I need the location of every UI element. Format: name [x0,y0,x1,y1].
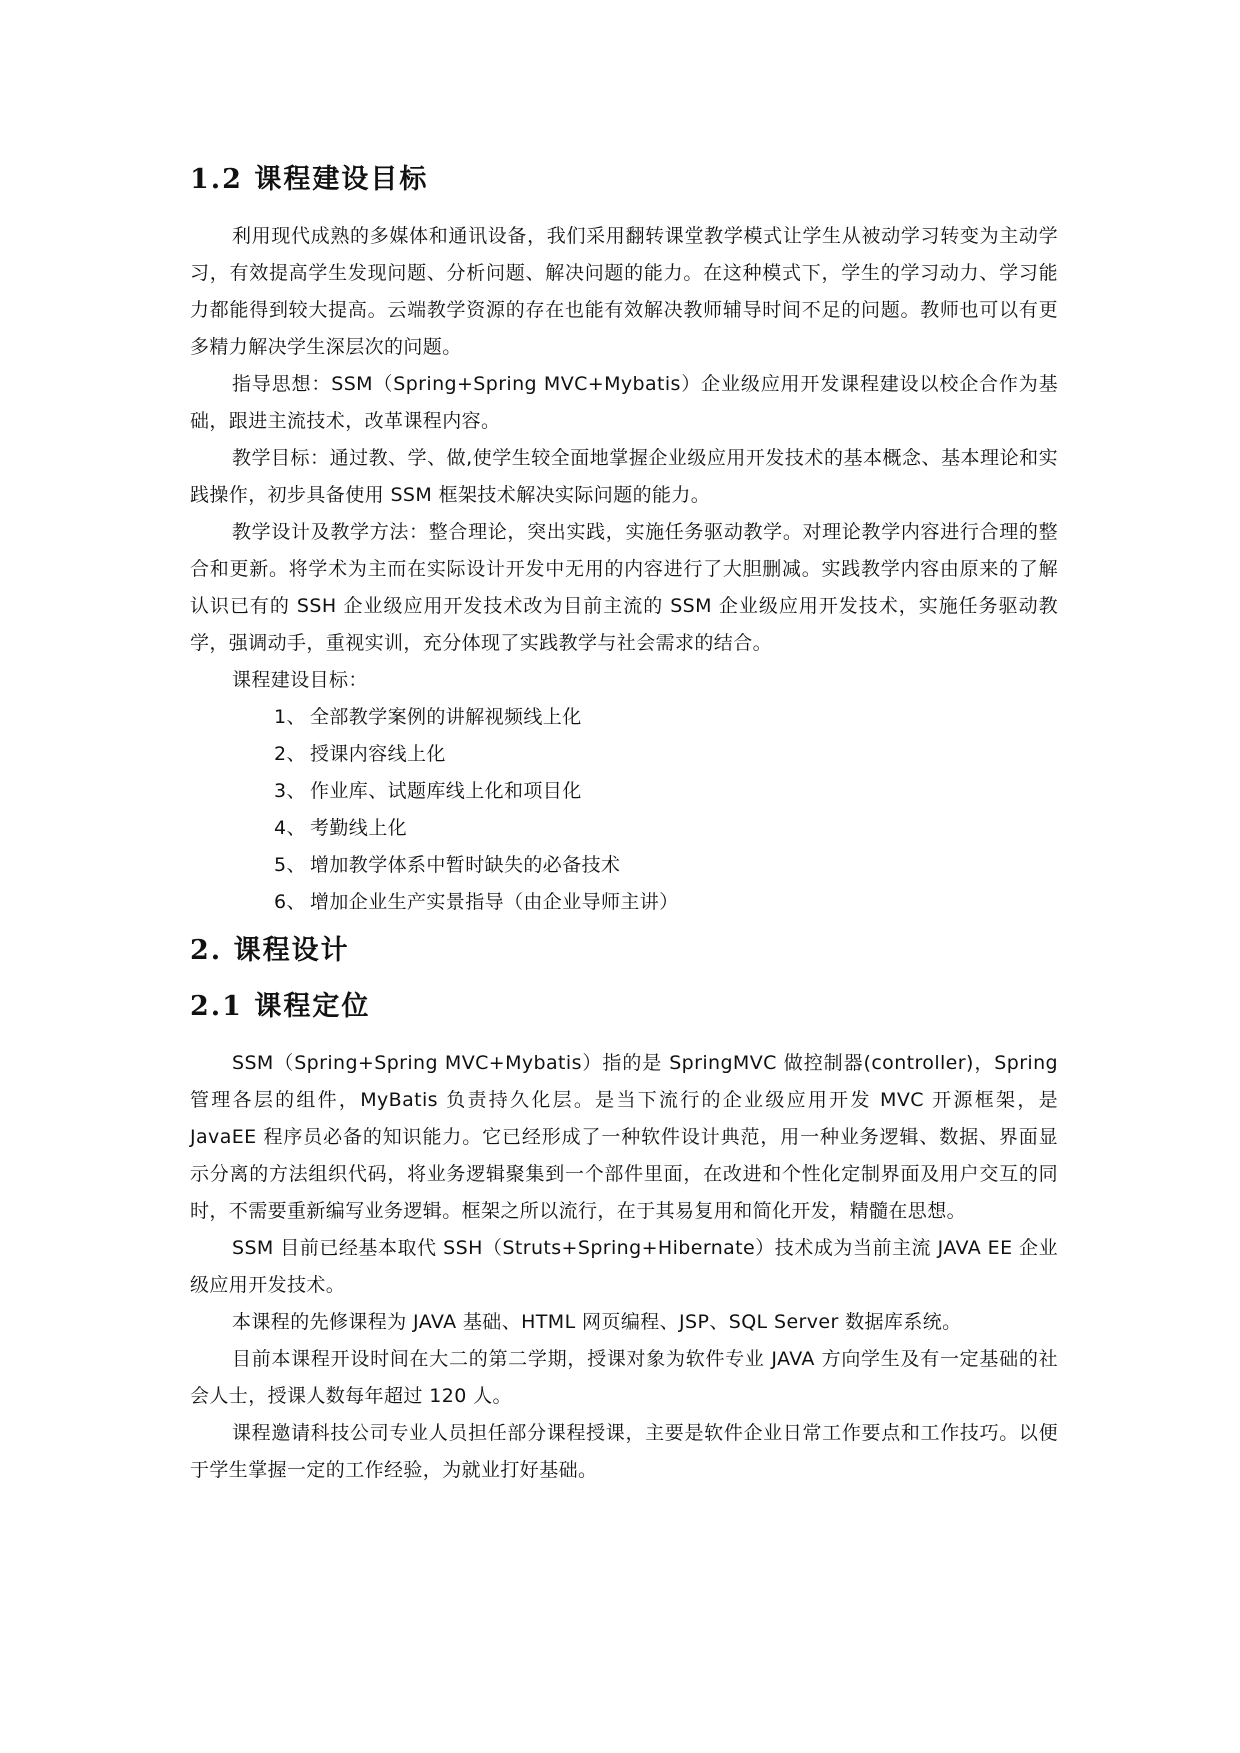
paragraph-prerequisites: 本课程的先修课程为 JAVA 基础、HTML 网页编程、JSP、SQL Server 数据库系统。 [232,1311,962,1333]
paragraph-teaching-design: 教学设计及教学方法：整合理论，突出实践，实施任务驱动教学。对理论教学内容进行合理的整合和更新。将学术为主而在实际设计开发中无用的内容进行了大胆删减。实践教学内容由原来的了解认识已有的 SSH 企业级应用开发技术改为目前主流的 SSM 企业级应用开发技术，实施任务驱动教学，强调动手，重视实训，充分体现了实践教学与社会需求的结合。 [190,521,1058,654]
paragraph-construction-goals-label: 课程建设目标： [232,669,368,691]
list-item: 5、 增加教学体系中暂时缺失的必备技术 [274,854,621,876]
paragraph-teaching-goal: 教学目标：通过教、学、做,使学生较全面地掌握企业级应用开发技术的基本概念、基本理论和实践操作，初步具备使用 SSM 框架技术解决实际问题的能力。 [190,447,1058,506]
document-page [190,158,1058,1489]
heading-1-2: 1.2 课程建设目标 [190,164,429,195]
paragraph-ssm-definition: SSM（Spring+Spring MVC+Mybatis）指的是 SpringMVC 做控制器(controller)，Spring 管理各层的组件，MyBatis 负责持久化层。是当下流行的企业级应用开发 MVC 开源框架，是 JavaEE 程序员必备的知识能力。它已经形成了一种软件设计典范，用一种业务逻辑、数据、界面显示分离的方法组织代码，将业务逻辑聚集到一个部件里面，在改进和个性化定制界面及用户交互的同时，不需要重新编写业务逻辑。框架之所以流行，在于其易复用和简化开发，精髓在思想。 [190,1052,1058,1222]
paragraph-intro: 利用现代成熟的多媒体和通讯设备，我们采用翻转课堂教学模式让学生从被动学习转变为主动学习，有效提高学生发现问题、分析问题、解决问题的能力。在这种模式下，学生的学习动力、学习能力都能得到较大提高。云端教学资源的存在也能有效解决教师辅导时间不足的问题。教师也可以有更多精力解决学生深层次的问题。 [190,225,1058,358]
paragraph-guiding-idea: 指导思想：SSM（Spring+Spring MVC+Mybatis）企业级应用开发课程建设以校企合作为基础，跟进主流技术，改革课程内容。 [190,373,1058,432]
paragraph-industry-teachers: 课程邀请科技公司专业人员担任部分课程授课，主要是软件企业日常工作要点和工作技巧。以便于学生掌握一定的工作经验，为就业打好基础。 [190,1422,1058,1481]
list-item: 2、 授课内容线上化 [274,743,446,765]
heading-2-1: 2.1 课程定位 [190,991,371,1022]
list-item: 1、 全部教学案例的讲解视频线上化 [274,706,582,728]
list-item: 3、 作业库、试题库线上化和项目化 [274,780,582,802]
construction-goals-list [190,699,1058,921]
heading-2: 2. 课程设计 [190,935,350,966]
paragraph-ssm-replaces-ssh: SSM 目前已经基本取代 SSH（Struts+Spring+Hibernate）技术成为当前主流 JAVA EE 企业级应用开发技术。 [190,1237,1058,1296]
paragraph-schedule: 目前本课程开设时间在大二的第二学期，授课对象为软件专业 JAVA 方向学生及有一定基础的社会人士，授课人数每年超过 120 人。 [190,1348,1058,1407]
list-item: 4、 考勤线上化 [274,817,408,839]
list-item: 6、 增加企业生产实景指导（由企业导师主讲） [274,891,679,913]
